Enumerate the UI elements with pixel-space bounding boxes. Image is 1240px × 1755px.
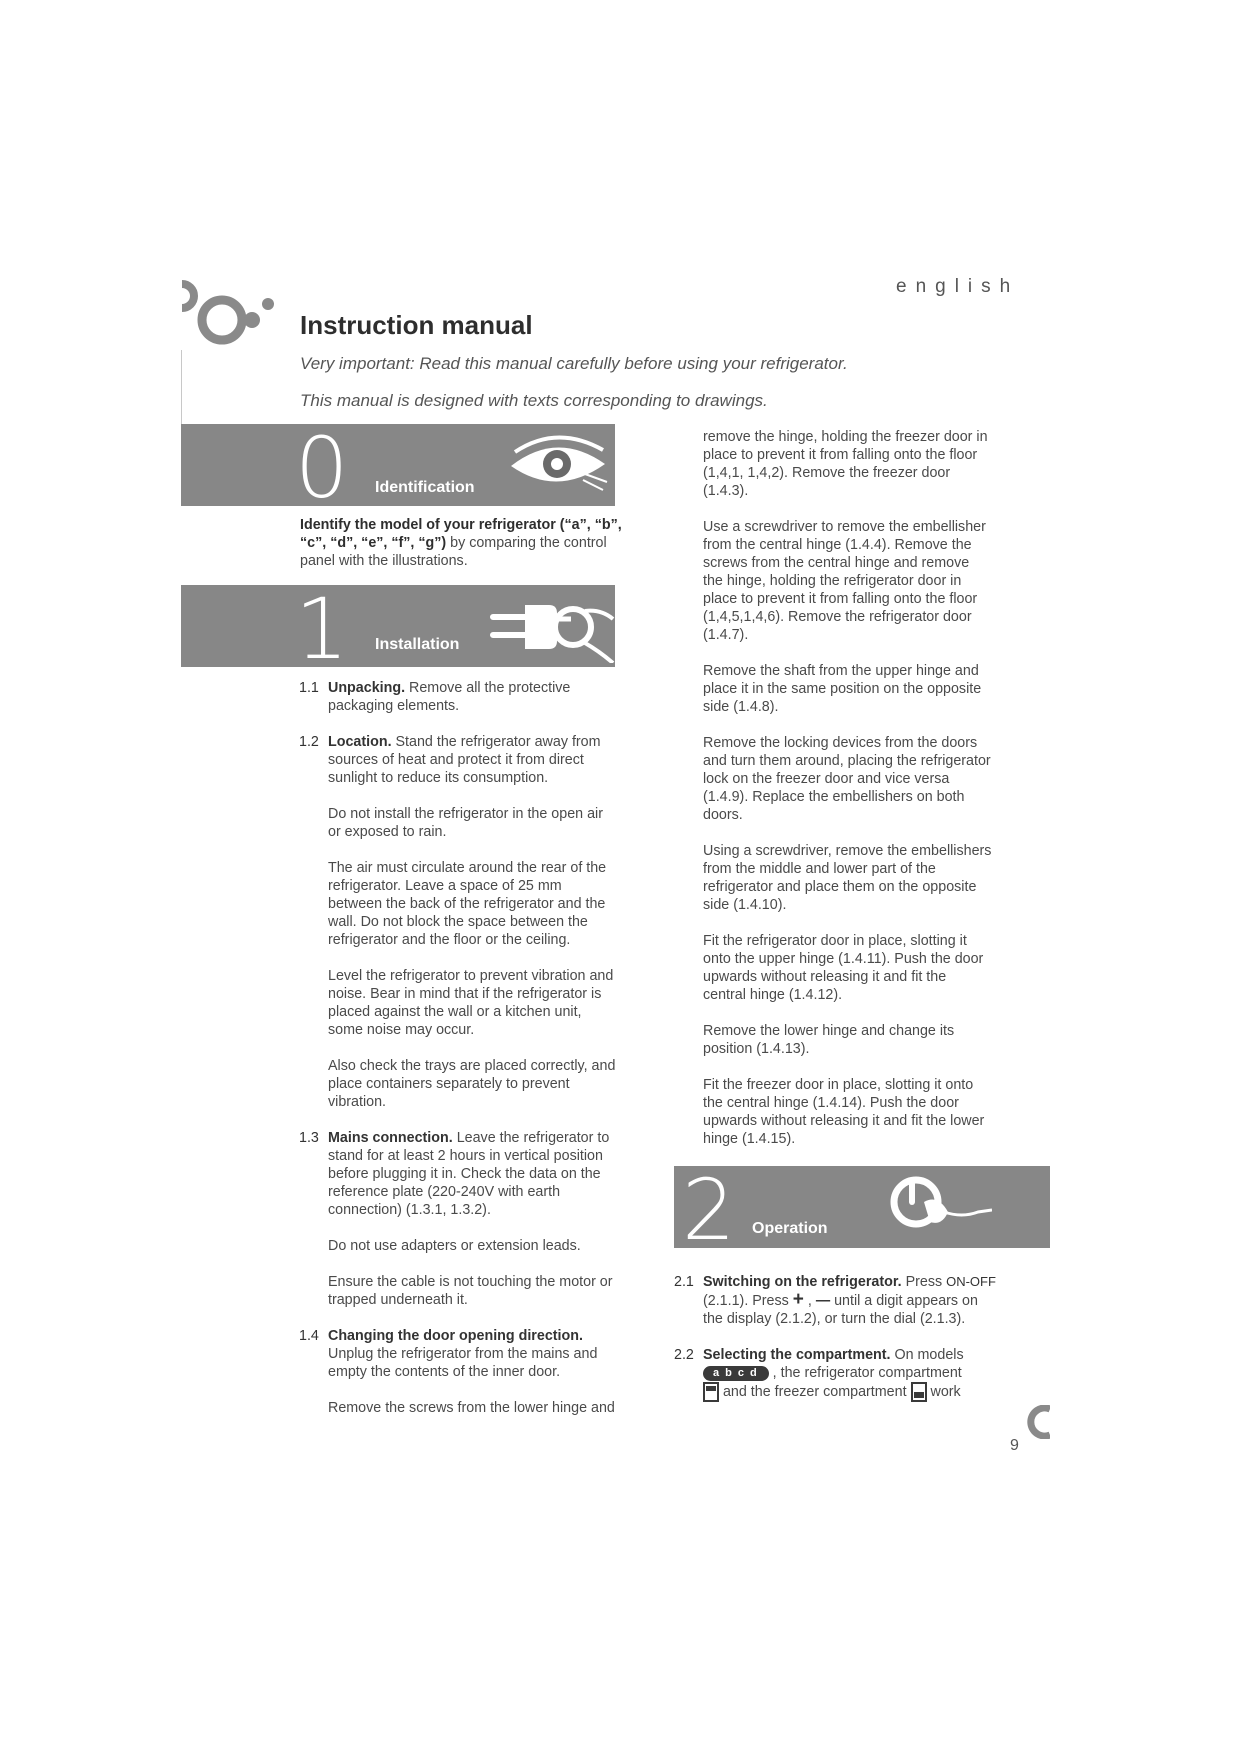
- section-label: Identification: [375, 479, 475, 496]
- item-text: work: [926, 1383, 961, 1400]
- section-banner-installation: [181, 580, 615, 678]
- model-badge: abcd: [703, 1366, 769, 1381]
- intro-important: Very important: Read this manual carefully before using your refrigerator.: [300, 354, 848, 373]
- plug-icon: [485, 589, 615, 663]
- item-body: [328, 733, 619, 1111]
- section-banner-operation: [674, 1161, 1050, 1259]
- identification-rest: by comparing the control panel with the illustrations.: [300, 535, 607, 569]
- operation-column: [674, 1273, 1000, 1420]
- minus-key-label: —: [815, 1293, 831, 1309]
- item-text: Unplug the refrigerator from the mains and empty the contents of the inner door.: [328, 1346, 598, 1380]
- item-number: 2.2: [674, 1347, 694, 1363]
- item-heading: Mains connection.: [328, 1130, 453, 1146]
- item-paragraph: Do not use adapters or extension leads.: [328, 1238, 581, 1254]
- paragraph: Remove the shaft from the upper hinge and place it in the same position on the opposite side (1.4.8).: [703, 663, 982, 715]
- list-item: [299, 1327, 619, 1417]
- item-body: [328, 679, 619, 715]
- item-paragraph: Remove the screws from the lower hinge and: [328, 1400, 615, 1416]
- item-paragraph: Also check the trays are placed correctly, and place containers separately to prevent vibration.: [328, 1058, 616, 1110]
- paragraph: Fit the freezer door in place, slotting it onto the central hinge (1.4.14). Push the door upwards without releasing it and fit the lower hinge (1.4.15).: [703, 1077, 985, 1147]
- item-text: (2.1.1). Press: [703, 1293, 793, 1309]
- plus-key-label: +: [792, 1289, 804, 1310]
- intro-drawings: This manual is designed with texts corresponding to drawings.: [300, 391, 768, 410]
- list-item: [299, 679, 619, 715]
- item-body: [328, 1327, 619, 1417]
- item-paragraph: Do not install the refrigerator in the open air or exposed to rain.: [328, 806, 603, 840]
- item-paragraph: Ensure the cable is not touching the motor or trapped underneath it.: [328, 1274, 613, 1308]
- list-item: [299, 1129, 619, 1309]
- paragraph: Using a screwdriver, remove the embellishers from the middle and lower part of the refrigerator and place them on the opposite side (1.4.10).: [703, 843, 992, 913]
- identification-bold: Identify the model of your refrigerator (“a”, “b”, “c”, “d”, “e”, “f”, “g”): [300, 517, 622, 551]
- item-text: ,: [803, 1293, 816, 1309]
- item-text: until a digit appears on the display (2.1.2), or turn the dial (2.1.3).: [703, 1293, 978, 1327]
- item-text: Press: [901, 1274, 947, 1290]
- installation-column: [299, 679, 619, 1435]
- item-text: , the refrigerator compartment: [768, 1365, 962, 1381]
- language-label: english: [896, 276, 1020, 297]
- section-number: 0: [295, 419, 349, 517]
- power-button-finger-icon: [882, 1172, 992, 1244]
- item-number: 1.1: [299, 680, 319, 696]
- item-text: and the freezer compartment: [719, 1383, 911, 1400]
- section-number: 2: [682, 1161, 736, 1259]
- section-label: Operation: [752, 1220, 828, 1237]
- item-number: 1.4: [299, 1328, 319, 1344]
- item-text: Stand the refrigerator away from sources of heat and protect it from direct sunlight to reduce its consumption.: [328, 734, 601, 786]
- paragraph: Use a screwdriver to remove the embellisher from the central hinge (1.4.4). Remove the screws from the central hinge and remove the hinge, holding the refrigerator door in place to prevent it from falling onto the floor (1,4,5,1,4,6). Remove the refrigerator door (1.4.7).: [703, 519, 986, 643]
- page-number: 9: [1010, 1437, 1019, 1454]
- item-heading: Unpacking.: [328, 680, 406, 696]
- section-banner-identification: [181, 419, 615, 517]
- item-text: On models: [890, 1347, 964, 1363]
- paragraph: Remove the locking devices from the doors and turn them around, placing the refrigerator lock on the freezer door and vice versa (1.4.9). Replace the embellishers on both doors.: [703, 735, 991, 823]
- identification-text: [300, 516, 630, 570]
- item-body: [703, 1273, 1000, 1328]
- list-item: [299, 733, 619, 1111]
- item-text: Leave the refrigerator to stand for at least 2 hours in vertical position before plugging it in. Check the data on the reference plate (220-240V with earth connection) (1.3.1, 1.3.2).: [328, 1130, 610, 1218]
- item-heading: Switching on the refrigerator.: [703, 1274, 902, 1290]
- item-heading: Location.: [328, 734, 392, 750]
- section-number: 1: [295, 580, 349, 678]
- item-heading: Changing the door opening direction.: [328, 1328, 583, 1344]
- door-direction-column: [703, 428, 993, 1166]
- item-number: 1.3: [299, 1130, 319, 1146]
- item-paragraph: The air must circulate around the rear of the refrigerator. Leave a space of 25 mm between the back of the refrigerator and the wall. Do not block the space between the refrigerator and the floor or the ceiling.: [328, 860, 607, 948]
- on-off-key-label: ON-OFF: [946, 1274, 996, 1289]
- list-item: [674, 1273, 1000, 1328]
- section-label: Installation: [375, 636, 460, 653]
- paragraph: remove the hinge, holding the freezer door in place to prevent it from falling onto the floor (1,4,1, 1,4,2). Remove the freezer door (1.4.3).: [703, 429, 988, 499]
- paragraph: Fit the refrigerator door in place, slotting it onto the upper hinge (1.4.11). Push the door upwards without releasing it and fit the central hinge (1.4.12).: [703, 933, 984, 1003]
- list-item: [674, 1346, 1000, 1402]
- eye-icon: [507, 434, 611, 496]
- page-title: Instruction manual: [300, 310, 533, 340]
- item-number: 1.2: [299, 734, 319, 750]
- header-rule: [181, 350, 182, 426]
- item-number: 2.1: [674, 1274, 694, 1290]
- item-body: [703, 1346, 1000, 1402]
- item-text: Remove all the protective packaging elements.: [328, 680, 571, 714]
- freezer-compartment-icon: [911, 1382, 927, 1402]
- paragraph: Remove the lower hinge and change its position (1.4.13).: [703, 1023, 955, 1057]
- item-heading: Selecting the compartment.: [703, 1347, 891, 1363]
- item-body: [328, 1129, 619, 1309]
- item-paragraph: Level the refrigerator to prevent vibration and noise. Bear in mind that if the refrigerator is placed against the wall or a kitchen unit, some noise may occur.: [328, 968, 614, 1038]
- logo-icon: [178, 278, 278, 350]
- ring-icon: [1022, 1405, 1050, 1439]
- refrigerator-compartment-icon: [703, 1382, 719, 1402]
